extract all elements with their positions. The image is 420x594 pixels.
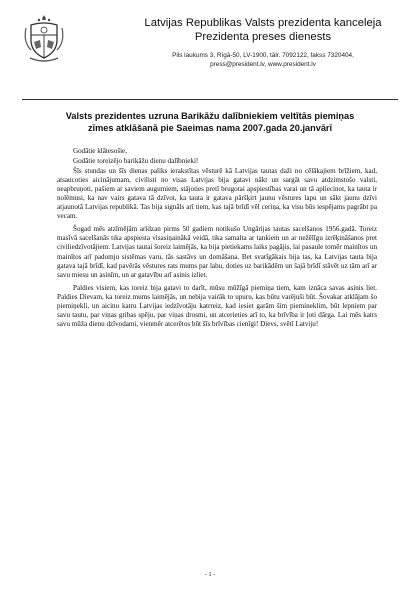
organization-line-1: Latvijas Republikas Valsts prezidenta kanceleja (144, 17, 382, 29)
web-contact-line: press@president.lv, www.president.lv (210, 61, 316, 68)
header-divider (22, 99, 398, 100)
document-title (40, 110, 380, 134)
speech-paragraph: Paldies visiem, kas toreiz bija gatavi to darīt, mūsu mūžīgā piemiņa tiem, kam iznāca savas asinis liet. Paldies Dievam, ka toreiz mums laimējās, un nebija vairāk to upuru, kas būtu varējuši būt. Šovakar atklājam šo piemiņekli, un aicinu katru Latvijas iedzīvotāju katrreiz, kad iesiet garām šim piemineklim, būt lepniem par savu tautu, par viņas gribas spēju, par viņas drosmi, un atcerieties arī to, ka brīvība ir ļoti dārga. Lai mēs katrs savu mūža dienu dzīvodami, vienmēr atcerētos būt šīs brīvības cienīgi! Dievs, svētī Latviju! (57, 283, 377, 328)
speech-body (57, 147, 377, 333)
organization-line-2: Prezidenta preses dienests (194, 31, 332, 43)
speech-paragraph: Šogad mēs atzīmējām arīdzan pirms 50 gadiem notikušo Ungārijas tautas sacelšanos 1956.gadā. Toreiz masīvā sacelšanās tika apspiesta visasiņainākā veidā, tika samalta ar tankiem un ar nežēlīgu izrēķināšanos pret civiliedzīvotājiem. Latvijas tautai šoreiz laimējās, ka bija pietiekams laiks pagājis, lai pasaule tomēr mainītos un mainītos arī padomju sistēmas varu, tās sastāvs un domāšana. Bet svarīgākais bija tas, ka Latvijas tauta bija gatava tajā brīdī, kad pavērās vēstures rats mums par labu, doties uz barikādēm un šajā brīdī stāvēt uz tām arī ar savu miesu un asinīm, un ar gatavību arī asinis izliet. (57, 225, 377, 279)
document-title-line-2: zīmes atklāšanā pie Saeimas nama 2007.gada 20.janvārī (87, 123, 333, 133)
page-number: - 1 - (204, 571, 216, 578)
organization-name (128, 16, 398, 44)
document-title-line-1: Valsts prezidentes uzruna Barikāžu dalībniekiem veltītās piemiņas (65, 111, 355, 121)
coat-of-arms-icon (22, 14, 66, 64)
speech-paragraph: Šīs stundas un šīs dienas paliks ierakstītas vēsturē kā Latvijas tautas daži no cēlākajiem brīžiem, kad, atsaucoties aicinājumam, civilisti no visas Latvijas bija gatavi nākt un sargāt savu atdzimstošo valsti, neapbruņoti, pašiem ar saviem augumiem, stājoties pretī brugotai apspiestības varai un tā apliecinot, ka tauta ir nolēmusi, ka nav vairs gatava tā dzīvot, ka tauta ir gatava pāršķirt jaunu vēstures lapu un sākt jaunu dzīvi atjaunotā Latvijas republikā. Tas bija signāls arī tiem, kas tajā brīdī vēl ceriņa, ka visu būs iespējams pagrābt pa vecam. (57, 167, 377, 221)
greeting-line: Godātie klātesošie, (73, 147, 127, 155)
greeting-line: Godātie toreizējo barikāžu dienu dalībnieki! (73, 157, 199, 166)
contact-info (128, 51, 398, 69)
address-line: Pils laukums 3, Rīgā-50, LV-1900, tālr. 7092122, fakss 7320404, (172, 52, 354, 59)
